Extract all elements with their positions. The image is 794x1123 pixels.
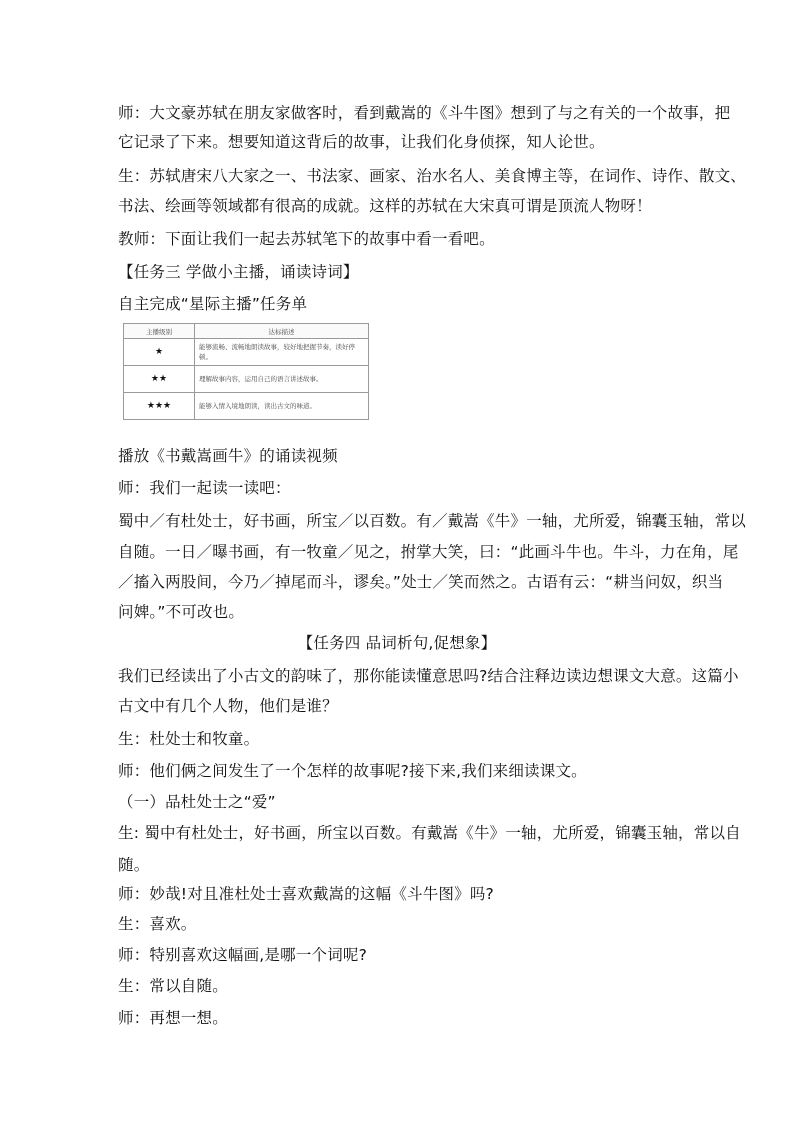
- paragraph-line: 师：他们俩之间发生了一个怎样的故事呢?接下来,我们来细读课文。: [118, 762, 587, 780]
- paragraph-line: 随。: [118, 856, 150, 874]
- paragraph-line: 师：我们一起读一读吧：: [118, 479, 291, 497]
- paragraph-line: 自随。一日／曝书画，有一牧童／见之，拊掌大笑，曰：“此画斗牛也。牛斗，力在角，尾: [118, 543, 739, 561]
- paragraph-line: 我们已经读出了小古文的韵味了，那你能读懂意思吗?结合注释边读边想课文大意。这篇小: [118, 667, 739, 685]
- rubric-desc: 能够流畅、流畅地朗读故事，较好地把握节奏，读好停顿。: [195, 339, 369, 366]
- paragraph-line: 教师：下面让我们一起去苏轼笔下的故事中看一看吧。: [118, 230, 495, 248]
- rubric-stars: ★: [124, 339, 195, 366]
- paragraph-line: 生：常以自随。: [118, 977, 228, 995]
- paragraph-line: 问婢。”不可改也。: [118, 603, 245, 621]
- rubric-table: [123, 323, 369, 420]
- paragraph-line: 生：苏轼唐宋八大家之一、书法家、画家、治水名人、美食博主等，在词作、诗作、散文、: [118, 167, 747, 185]
- rubric-header-level: 主播级别: [124, 324, 195, 339]
- paragraph-line: 师：再想一想。: [118, 1009, 228, 1027]
- rubric-stars: ★★★: [124, 393, 195, 420]
- task-heading: 【任务三 学做小主播，诵读诗词】: [118, 263, 359, 281]
- rubric-header-desc: 达标描述: [195, 324, 369, 339]
- paragraph-line: 师：特别喜欢这幅画,是哪一个词呢?: [118, 946, 368, 964]
- paragraph-line: ／搐入两股间，今乃／掉尾而斗，谬矣。”处士／笑而然之。古语有云：“耕当问奴，织当: [118, 573, 724, 591]
- section-heading: （一）品杜处士之“爱”: [118, 793, 276, 811]
- paragraph-line: 生：杜处士和牧童。: [118, 730, 260, 748]
- paragraph-line: 生: 蜀中有杜处士，好书画，所宝以百数。有戴嵩《牛》一轴，尤所爱，锦囊玉轴，常以自: [118, 824, 741, 842]
- paragraph-line: 师：妙哉!对且准杜处士喜欢戴嵩的这幅《斗牛图》吗?: [118, 885, 494, 903]
- paragraph-line: 书法、绘画等领域都有很高的成就。这样的苏轼在大宋真可谓是顶流人物呀！: [118, 197, 652, 215]
- paragraph-line: 自主完成“星际主播”任务单: [118, 295, 308, 313]
- paragraph-line: 师：大文豪苏轼在朋友家做客时，看到戴嵩的《斗牛图》想到了与之有关的一个故事，把: [118, 104, 731, 122]
- paragraph-line: 蜀中／有杜处士，好书画，所宝／以百数。有／戴嵩《牛》一轴，尤所爱，锦囊玉轴，常以: [118, 512, 747, 530]
- rubric-desc: 理解故事内容，运用自己的语言讲述故事。: [195, 366, 369, 393]
- paragraph-line: 播放《书戴嵩画牛》的诵读视频: [118, 447, 338, 465]
- paragraph-line: 生：喜欢。: [118, 915, 197, 933]
- paragraph-line: 它记录了下来。想要知道这背后的故事，让我们化身侦探，知人论世。: [118, 133, 605, 151]
- paragraph-line: 古文中有几个人物，他们是谁？: [118, 697, 338, 715]
- rubric-stars: ★★: [124, 366, 195, 393]
- rubric-desc: 能够入情入境地朗读，读出古文的味道。: [195, 393, 369, 420]
- task-heading: 【任务四 品词析句,促想象】: [297, 634, 497, 652]
